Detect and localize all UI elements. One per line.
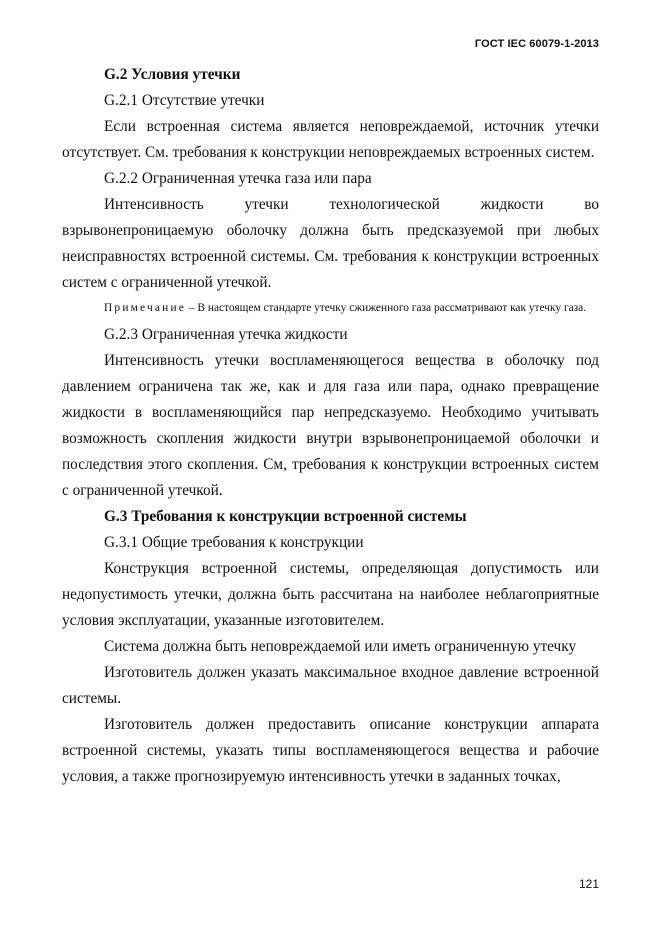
section-title-g2: G.2 Условия утечки [104,66,241,83]
note-label: Примечание [104,302,187,314]
document-body [62,62,599,790]
note-text: – В настоящем стандарте утечку сжиженного газа рассматривают как утечку газа. [186,302,587,314]
paragraph-g31-1: Конструкция встроенной системы, определяющая допустимость или недопустимость утечки, должна быть рассчитана на наиболее неблагоприятные условия эксплуатации, указанные изготовителем. [62,560,599,629]
section-title-g3: G.3 Требования к конструкции встроенной системы [104,508,467,525]
page-number: 121 [578,877,599,891]
paragraph-g31-4: Изготовитель должен предоставить описание конструкции аппарата встроенной системы, указать типы воспламеняющегося вещества и рабочие условия, а также прогнозируемую интенсивность утечки в заданных точках, [62,716,599,785]
paragraph-g22-1: Интенсивность утечки технологической жидкости во взрывонепроницаемую оболочку должна быть предсказуемой при любых неисправностях встроенной системы. См. требования к конструкции встроенных систем с ограниченной утечкой. [62,196,599,291]
subsection-title-g23: G.2.3 Ограниченная утечка жидкости [104,326,348,343]
note [62,298,599,318]
document-header: ГОСТ IEC 60079-1-2013 [474,38,599,50]
subsection-title-g21: G.2.1 Отсутствие утечки [104,92,265,109]
subsection-title-g31: G.3.1 Общие требования к конструкции [104,534,364,551]
paragraph-g23-1: Интенсивность утечки воспламеняющегося вещества в оболочку под давлением ограничена так же, как и для газа или пара, однако превращение жидкости в воспламеняющийся пар непредсказуемо. Необходимо учитывать возможность скопления жидкости внутри взрывонепроницаемой оболочки и последствия этого скопления. См, требования к конструкции встроенных систем с ограниченной утечкой. [62,352,599,499]
paragraph-g31-2: Система должна быть неповреждаемой или иметь ограниченную утечку [104,638,577,655]
paragraph-g31-3: Изготовитель должен указать максимальное входное давление встроенной системы. [62,664,599,707]
subsection-title-g22: G.2.2 Ограниченная утечка газа или пара [104,170,372,187]
paragraph-g21-1: Если встроенная система является неповреждаемой, источник утечки отсутствует. См. требования к конструкции неповреждаемых встроенных систем. [62,118,599,161]
